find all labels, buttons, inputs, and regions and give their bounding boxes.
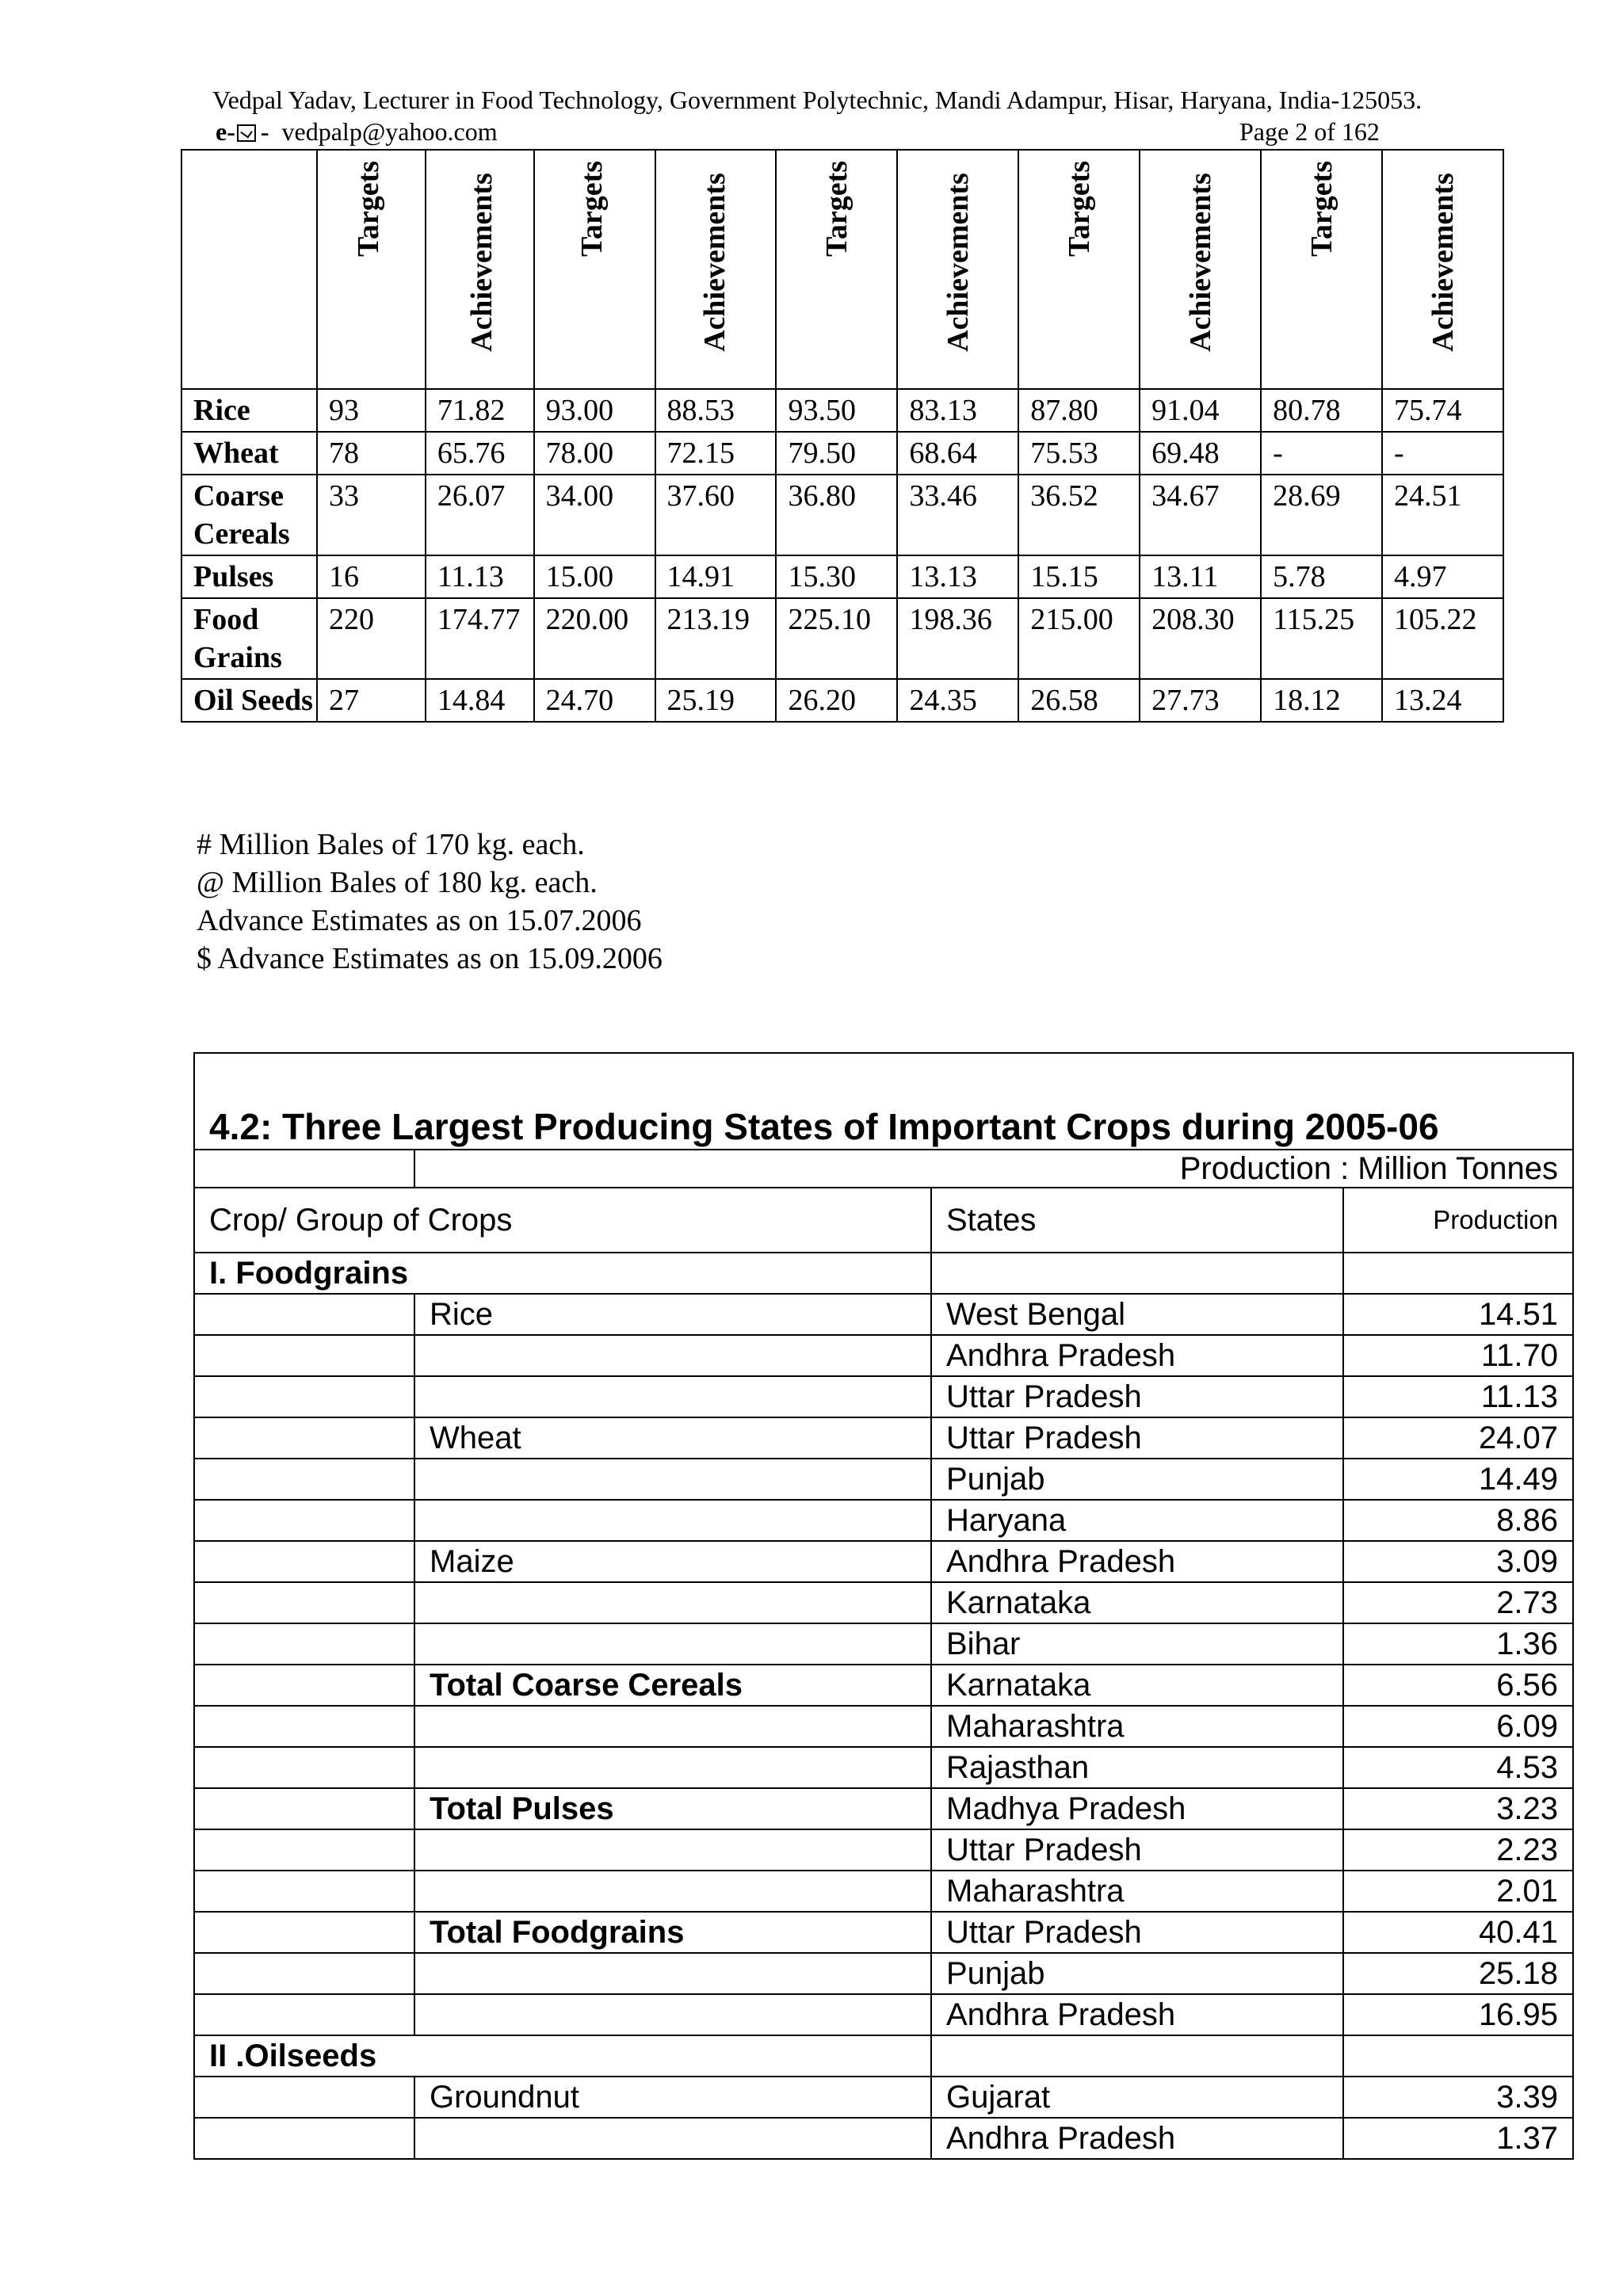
col-header-text: Achievements bbox=[1426, 173, 1460, 352]
email-suffix: - bbox=[260, 117, 269, 146]
footnote: $ Advance Estimates as on 15.09.2006 bbox=[197, 942, 663, 975]
table1-cell: 13.24 bbox=[1382, 679, 1503, 722]
footnotes bbox=[197, 826, 663, 978]
email-prefix: e- bbox=[216, 117, 235, 146]
table2-row bbox=[194, 1623, 1573, 1665]
table2-row bbox=[194, 1747, 1573, 1788]
col-header-text: Achievements bbox=[697, 173, 731, 352]
table1-cell: 15.30 bbox=[776, 555, 897, 598]
blank-cell bbox=[194, 1459, 414, 1500]
table1-row bbox=[181, 555, 1503, 598]
table1-cell: 26.07 bbox=[426, 475, 534, 555]
production-value: 24.07 bbox=[1343, 1417, 1573, 1459]
table1-cell: 68.64 bbox=[897, 432, 1018, 475]
crop-name bbox=[414, 1335, 931, 1376]
col-header-production: Production bbox=[1343, 1188, 1573, 1253]
production-value: 11.13 bbox=[1343, 1376, 1573, 1417]
table1-cell: 83.13 bbox=[897, 389, 1018, 432]
crop-name bbox=[414, 1953, 931, 1994]
table1-cell: 215.00 bbox=[1018, 598, 1140, 679]
crop-name bbox=[414, 1829, 931, 1871]
crop-name bbox=[414, 1582, 931, 1623]
state-name: Uttar Pradesh bbox=[931, 1829, 1343, 1871]
blank-cell bbox=[194, 1994, 414, 2035]
table1-cell: 26.20 bbox=[776, 679, 897, 722]
crop-name: Rice bbox=[414, 1294, 931, 1335]
table2-row bbox=[194, 2035, 1573, 2077]
table1-cell: 15.15 bbox=[1018, 555, 1140, 598]
blank-cell bbox=[194, 1953, 414, 1994]
table2-row bbox=[194, 1417, 1573, 1459]
table2-row bbox=[194, 2118, 1573, 2159]
state-name: Andhra Pradesh bbox=[931, 1994, 1343, 2035]
production-value: 3.39 bbox=[1343, 2077, 1573, 2118]
table1-cell: 34.67 bbox=[1140, 475, 1261, 555]
table1-cell: 80.78 bbox=[1261, 389, 1382, 432]
table1-cell: 13.11 bbox=[1140, 555, 1261, 598]
table1-col-header bbox=[655, 150, 777, 389]
table1-col-header bbox=[1018, 150, 1140, 389]
production-value: 3.09 bbox=[1343, 1541, 1573, 1582]
crop-name bbox=[414, 1706, 931, 1747]
table1-col-header bbox=[1382, 150, 1503, 389]
state-name: West Bengal bbox=[931, 1294, 1343, 1335]
table1-header-row bbox=[181, 150, 1503, 389]
group-label: II .Oilseeds bbox=[194, 2035, 931, 2077]
state-name: Maharashtra bbox=[931, 1871, 1343, 1912]
table1-cell: 27.73 bbox=[1140, 679, 1261, 722]
email-address[interactable]: vedpalp@yahoo.com bbox=[281, 117, 498, 146]
table1-cell: 33.46 bbox=[897, 475, 1018, 555]
table1-cell: 18.12 bbox=[1261, 679, 1382, 722]
col-header-text: Achievements bbox=[464, 173, 498, 352]
email-envelope-icon bbox=[237, 124, 256, 142]
col-header-crop: Crop/ Group of Crops bbox=[194, 1188, 931, 1253]
page-number: Page 2 of 162 bbox=[1239, 117, 1380, 146]
table1-cell: 26.58 bbox=[1018, 679, 1140, 722]
table1-row bbox=[181, 432, 1503, 475]
header-author-line: Vedpal Yadav, Lecturer in Food Technology, Government Polytechnic, Mandi Adampur, Hisar, Haryana, India-125053. bbox=[212, 86, 1423, 114]
crop-name bbox=[414, 2118, 931, 2159]
production-value: 14.51 bbox=[1343, 1294, 1573, 1335]
state-name: Punjab bbox=[931, 1459, 1343, 1500]
production-value bbox=[1343, 2035, 1573, 2077]
crop-name: Total Foodgrains bbox=[414, 1912, 931, 1953]
table1-cell: 14.91 bbox=[655, 555, 777, 598]
crop-name: Wheat bbox=[414, 1417, 931, 1459]
table1-cell: 87.80 bbox=[1018, 389, 1140, 432]
state-name: Haryana bbox=[931, 1500, 1343, 1541]
header-email bbox=[216, 117, 498, 147]
state-name: Maharashtra bbox=[931, 1706, 1343, 1747]
blank-cell bbox=[194, 1500, 414, 1541]
state-name: Karnataka bbox=[931, 1582, 1343, 1623]
table1-cell: 69.48 bbox=[1140, 432, 1261, 475]
state-name: Gujarat bbox=[931, 2077, 1343, 2118]
targets-achievements-table bbox=[181, 149, 1504, 723]
blank-cell bbox=[194, 1294, 414, 1335]
crop-name bbox=[414, 1459, 931, 1500]
footnote: # Million Bales of 170 kg. each. bbox=[197, 828, 585, 861]
blank-cell bbox=[194, 1665, 414, 1706]
blank-cell bbox=[194, 1829, 414, 1871]
table2-row bbox=[194, 1253, 1573, 1294]
row-label: Oil Seeds bbox=[181, 679, 317, 722]
table1-row bbox=[181, 389, 1503, 432]
state-name: Rajasthan bbox=[931, 1747, 1343, 1788]
table2-row bbox=[194, 1376, 1573, 1417]
table2-row bbox=[194, 1953, 1573, 1994]
table2-row bbox=[194, 1912, 1573, 1953]
state-name: Punjab bbox=[931, 1953, 1343, 1994]
table1-cell: 88.53 bbox=[655, 389, 777, 432]
blank-cell bbox=[194, 2118, 414, 2159]
production-value: 2.01 bbox=[1343, 1871, 1573, 1912]
col-header-text: Targets bbox=[1305, 160, 1339, 257]
crop-name bbox=[414, 1871, 931, 1912]
table2-row bbox=[194, 1500, 1573, 1541]
table2-row bbox=[194, 1541, 1573, 1582]
table2-row bbox=[194, 1871, 1573, 1912]
row-label: Wheat bbox=[181, 432, 317, 475]
table1-cell: 27 bbox=[317, 679, 426, 722]
table1-cell: 24.35 bbox=[897, 679, 1018, 722]
production-value: 11.70 bbox=[1343, 1335, 1573, 1376]
production-value: 2.23 bbox=[1343, 1829, 1573, 1871]
blank-cell bbox=[194, 1335, 414, 1376]
col-header-text: Targets bbox=[575, 160, 609, 257]
blank-cell bbox=[194, 1871, 414, 1912]
table1-cell: - bbox=[1382, 432, 1503, 475]
state-name: Karnataka bbox=[931, 1665, 1343, 1706]
production-value: 3.23 bbox=[1343, 1788, 1573, 1829]
table2-header-row bbox=[194, 1188, 1573, 1253]
col-header-text: Targets bbox=[820, 160, 854, 257]
table1-col-header bbox=[897, 150, 1018, 389]
state-name: Uttar Pradesh bbox=[931, 1376, 1343, 1417]
production-unit: Production : Million Tonnes bbox=[414, 1150, 1573, 1188]
table1-cell: 24.70 bbox=[534, 679, 655, 722]
state-name bbox=[931, 2035, 1343, 2077]
blank-cell bbox=[194, 1788, 414, 1829]
table1-row bbox=[181, 475, 1503, 555]
table1-col-header bbox=[534, 150, 655, 389]
table1-col-header bbox=[426, 150, 534, 389]
table2-row bbox=[194, 1706, 1573, 1747]
table1-cell: 208.30 bbox=[1140, 598, 1261, 679]
table1-cell: 75.53 bbox=[1018, 432, 1140, 475]
table1-cell: 14.84 bbox=[426, 679, 534, 722]
blank-cell bbox=[194, 1376, 414, 1417]
table2-row bbox=[194, 1294, 1573, 1335]
crop-name: Total Pulses bbox=[414, 1788, 931, 1829]
blank-cell bbox=[194, 1541, 414, 1582]
production-value: 2.73 bbox=[1343, 1582, 1573, 1623]
crop-name bbox=[414, 1623, 931, 1665]
blank-cell bbox=[194, 2077, 414, 2118]
col-header-text: Achievements bbox=[941, 173, 976, 352]
table1-col-header bbox=[1261, 150, 1382, 389]
crop-name bbox=[414, 1747, 931, 1788]
crop-name: Maize bbox=[414, 1541, 931, 1582]
table1-cell: 13.13 bbox=[897, 555, 1018, 598]
row-label: Pulses bbox=[181, 555, 317, 598]
production-value: 14.49 bbox=[1343, 1459, 1573, 1500]
table1-cell: 5.78 bbox=[1261, 555, 1382, 598]
production-value: 25.18 bbox=[1343, 1953, 1573, 1994]
table2-row bbox=[194, 1829, 1573, 1871]
table1-cell: 36.80 bbox=[776, 475, 897, 555]
production-value: 40.41 bbox=[1343, 1912, 1573, 1953]
table1-cell: 65.76 bbox=[426, 432, 534, 475]
footnote: Advance Estimates as on 15.07.2006 bbox=[197, 904, 642, 937]
table1-cell: 220.00 bbox=[534, 598, 655, 679]
table2-row bbox=[194, 1788, 1573, 1829]
blank-cell bbox=[194, 1706, 414, 1747]
table2-title-row bbox=[194, 1053, 1573, 1150]
crop-name: Groundnut bbox=[414, 2077, 931, 2118]
table1-cell: 11.13 bbox=[426, 555, 534, 598]
table1-cell: 225.10 bbox=[776, 598, 897, 679]
production-value: 1.37 bbox=[1343, 2118, 1573, 2159]
table1-cell: 34.00 bbox=[534, 475, 655, 555]
row-label: Food Grains bbox=[181, 598, 317, 679]
table1-cell: 79.50 bbox=[776, 432, 897, 475]
table1-col-header bbox=[1140, 150, 1261, 389]
col-header-text: Targets bbox=[1063, 160, 1097, 257]
state-name: Bihar bbox=[931, 1623, 1343, 1665]
table2-row bbox=[194, 1582, 1573, 1623]
table1-cell: 72.15 bbox=[655, 432, 777, 475]
blank-cell bbox=[194, 1417, 414, 1459]
table1-cell: 93.50 bbox=[776, 389, 897, 432]
table1-cell: 71.82 bbox=[426, 389, 534, 432]
table2-row bbox=[194, 1665, 1573, 1706]
production-value: 4.53 bbox=[1343, 1747, 1573, 1788]
state-name: Andhra Pradesh bbox=[931, 1541, 1343, 1582]
largest-producing-states-table bbox=[193, 1052, 1574, 2160]
state-name bbox=[931, 1253, 1343, 1294]
blank-cell bbox=[194, 1623, 414, 1665]
state-name: Uttar Pradesh bbox=[931, 1912, 1343, 1953]
state-name: Andhra Pradesh bbox=[931, 1335, 1343, 1376]
table1-cell: 16 bbox=[317, 555, 426, 598]
table1-cell: 93.00 bbox=[534, 389, 655, 432]
col-header-text: Achievements bbox=[1184, 173, 1218, 352]
crop-name bbox=[414, 1500, 931, 1541]
table1-col-header bbox=[317, 150, 426, 389]
table2-title: 4.2: Three Largest Producing States of Important Crops during 2005-06 bbox=[194, 1053, 1573, 1150]
table1-cell: 36.52 bbox=[1018, 475, 1140, 555]
table1-col-header bbox=[776, 150, 897, 389]
table1-cell: 220 bbox=[317, 598, 426, 679]
blank-cell bbox=[194, 1912, 414, 1953]
table1-cell: 78.00 bbox=[534, 432, 655, 475]
table2-row bbox=[194, 2077, 1573, 2118]
production-value bbox=[1343, 1253, 1573, 1294]
production-value: 6.09 bbox=[1343, 1706, 1573, 1747]
table2-row bbox=[194, 1335, 1573, 1376]
table1-cell: 24.51 bbox=[1382, 475, 1503, 555]
table1-cell: 213.19 bbox=[655, 598, 777, 679]
production-value: 6.56 bbox=[1343, 1665, 1573, 1706]
production-value: 8.86 bbox=[1343, 1500, 1573, 1541]
table1-cell: 93 bbox=[317, 389, 426, 432]
table1-row bbox=[181, 598, 1503, 679]
state-name: Madhya Pradesh bbox=[931, 1788, 1343, 1829]
table1-cell: 28.69 bbox=[1261, 475, 1382, 555]
table1-cell: 15.00 bbox=[534, 555, 655, 598]
table1-cell: 115.25 bbox=[1261, 598, 1382, 679]
table1-cell: 78 bbox=[317, 432, 426, 475]
header-contact-line bbox=[212, 117, 1560, 149]
blank-cell bbox=[194, 1582, 414, 1623]
table1-cell: 33 bbox=[317, 475, 426, 555]
table2-row bbox=[194, 1459, 1573, 1500]
table1-cell: - bbox=[1261, 432, 1382, 475]
state-name: Andhra Pradesh bbox=[931, 2118, 1343, 2159]
table1-cell: 37.60 bbox=[655, 475, 777, 555]
table2-unit-row bbox=[194, 1150, 1573, 1188]
table1-cell: 105.22 bbox=[1382, 598, 1503, 679]
crop-name bbox=[414, 1994, 931, 2035]
table1-cell: 75.74 bbox=[1382, 389, 1503, 432]
table1-cell: 198.36 bbox=[897, 598, 1018, 679]
table1-cell: 4.97 bbox=[1382, 555, 1503, 598]
table2-row bbox=[194, 1994, 1573, 2035]
crop-name bbox=[414, 1376, 931, 1417]
crop-name: Total Coarse Cereals bbox=[414, 1665, 931, 1706]
col-header-states: States bbox=[931, 1188, 1343, 1253]
table1-cell: 174.77 bbox=[426, 598, 534, 679]
production-value: 1.36 bbox=[1343, 1623, 1573, 1665]
group-label: I. Foodgrains bbox=[194, 1253, 931, 1294]
state-name: Uttar Pradesh bbox=[931, 1417, 1343, 1459]
blank-cell bbox=[194, 1747, 414, 1788]
row-label: Coarse Cereals bbox=[181, 475, 317, 555]
table1-header-blank bbox=[181, 150, 317, 389]
row-label: Rice bbox=[181, 389, 317, 432]
table1-cell: 25.19 bbox=[655, 679, 777, 722]
footnote: @ Million Bales of 180 kg. each. bbox=[197, 866, 598, 899]
table1-row bbox=[181, 679, 1503, 722]
col-header-text: Targets bbox=[352, 160, 386, 257]
table1-cell: 91.04 bbox=[1140, 389, 1261, 432]
production-value: 16.95 bbox=[1343, 1994, 1573, 2035]
blank-cell bbox=[194, 1150, 414, 1188]
